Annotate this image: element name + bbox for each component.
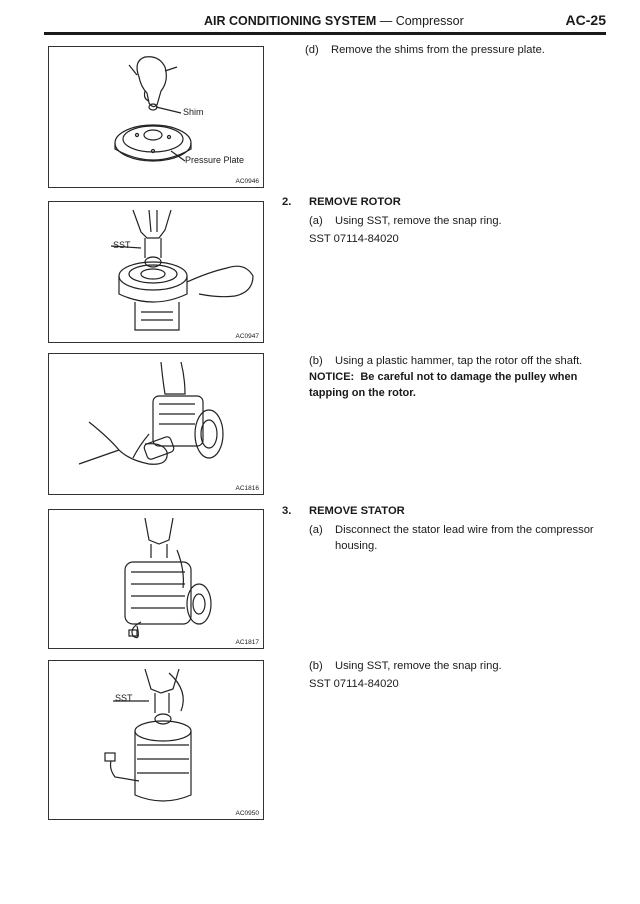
figure-code: AC0950: [235, 810, 259, 817]
header-title: [204, 14, 464, 28]
pressure-plate-illustration: [49, 47, 263, 187]
step-2b-text: Using a plastic hammer, tap the rotor off the shaft.: [335, 355, 583, 367]
figure-code: AC0946: [235, 178, 259, 185]
step-1d-text: Remove the shims from the pressure plate.: [331, 44, 545, 56]
figure-stator-snap-ring: [48, 660, 264, 820]
step-2-number: 2.: [282, 196, 292, 208]
step-3a-line2: housing.: [335, 540, 378, 552]
stator-sst-illustration: [49, 661, 263, 819]
step-2a: [309, 213, 502, 229]
figure-code: AC0947: [235, 333, 259, 340]
header-system: AIR CONDITIONING SYSTEM: [204, 14, 377, 28]
step-3-title: REMOVE STATOR: [309, 505, 405, 517]
step-1d: [305, 42, 545, 58]
figure-code: AC1817: [235, 639, 259, 646]
callout-shim: Shim: [183, 107, 204, 117]
step-2-title: REMOVE ROTOR: [309, 196, 401, 208]
step-3a: [309, 522, 594, 538]
step-3b-text: Using SST, remove the snap ring.: [335, 660, 502, 672]
step-3b: [309, 658, 502, 674]
page-number: AC-25: [565, 12, 606, 28]
step-2a-sst: SST 07114-84020: [309, 233, 399, 245]
figure-stator-lead-wire: [48, 509, 264, 649]
step-3b-label: (b): [309, 660, 323, 672]
notice-label: NOTICE:: [309, 371, 355, 383]
figure-rotor-snap-ring: [48, 201, 264, 343]
step-3b-sst: SST 07114-84020: [309, 678, 399, 690]
step-3-number: 3.: [282, 505, 292, 517]
step-2a-label: (a): [309, 215, 323, 227]
step-2a-text: Using SST, remove the snap ring.: [335, 215, 502, 227]
hammer-illustration: [49, 354, 263, 494]
header-rule: [44, 32, 606, 35]
stator-illustration: [49, 510, 263, 648]
page-header: [44, 10, 606, 36]
header-separator: —: [379, 14, 393, 28]
step-1d-label: (d): [305, 44, 319, 56]
figure-code: AC1816: [235, 485, 259, 492]
callout-sst: SST: [115, 693, 133, 703]
step-2-notice: [309, 369, 607, 401]
callout-pressure-plate: Pressure Plate: [185, 155, 245, 165]
step-3a-text: Disconnect the stator lead wire from the compressor: [335, 524, 594, 536]
callout-sst: SST: [113, 240, 131, 250]
figure-shim-removal: [48, 46, 264, 188]
notice-text: Be careful not to damage the pulley when tapping on the rotor.: [309, 371, 578, 399]
rotor-sst-illustration: [49, 202, 263, 342]
step-3a-label: (a): [309, 524, 323, 536]
step-2b: [309, 353, 582, 369]
header-section: Compressor: [395, 14, 464, 28]
step-2b-label: (b): [309, 355, 323, 367]
figure-rotor-hammer: [48, 353, 264, 495]
